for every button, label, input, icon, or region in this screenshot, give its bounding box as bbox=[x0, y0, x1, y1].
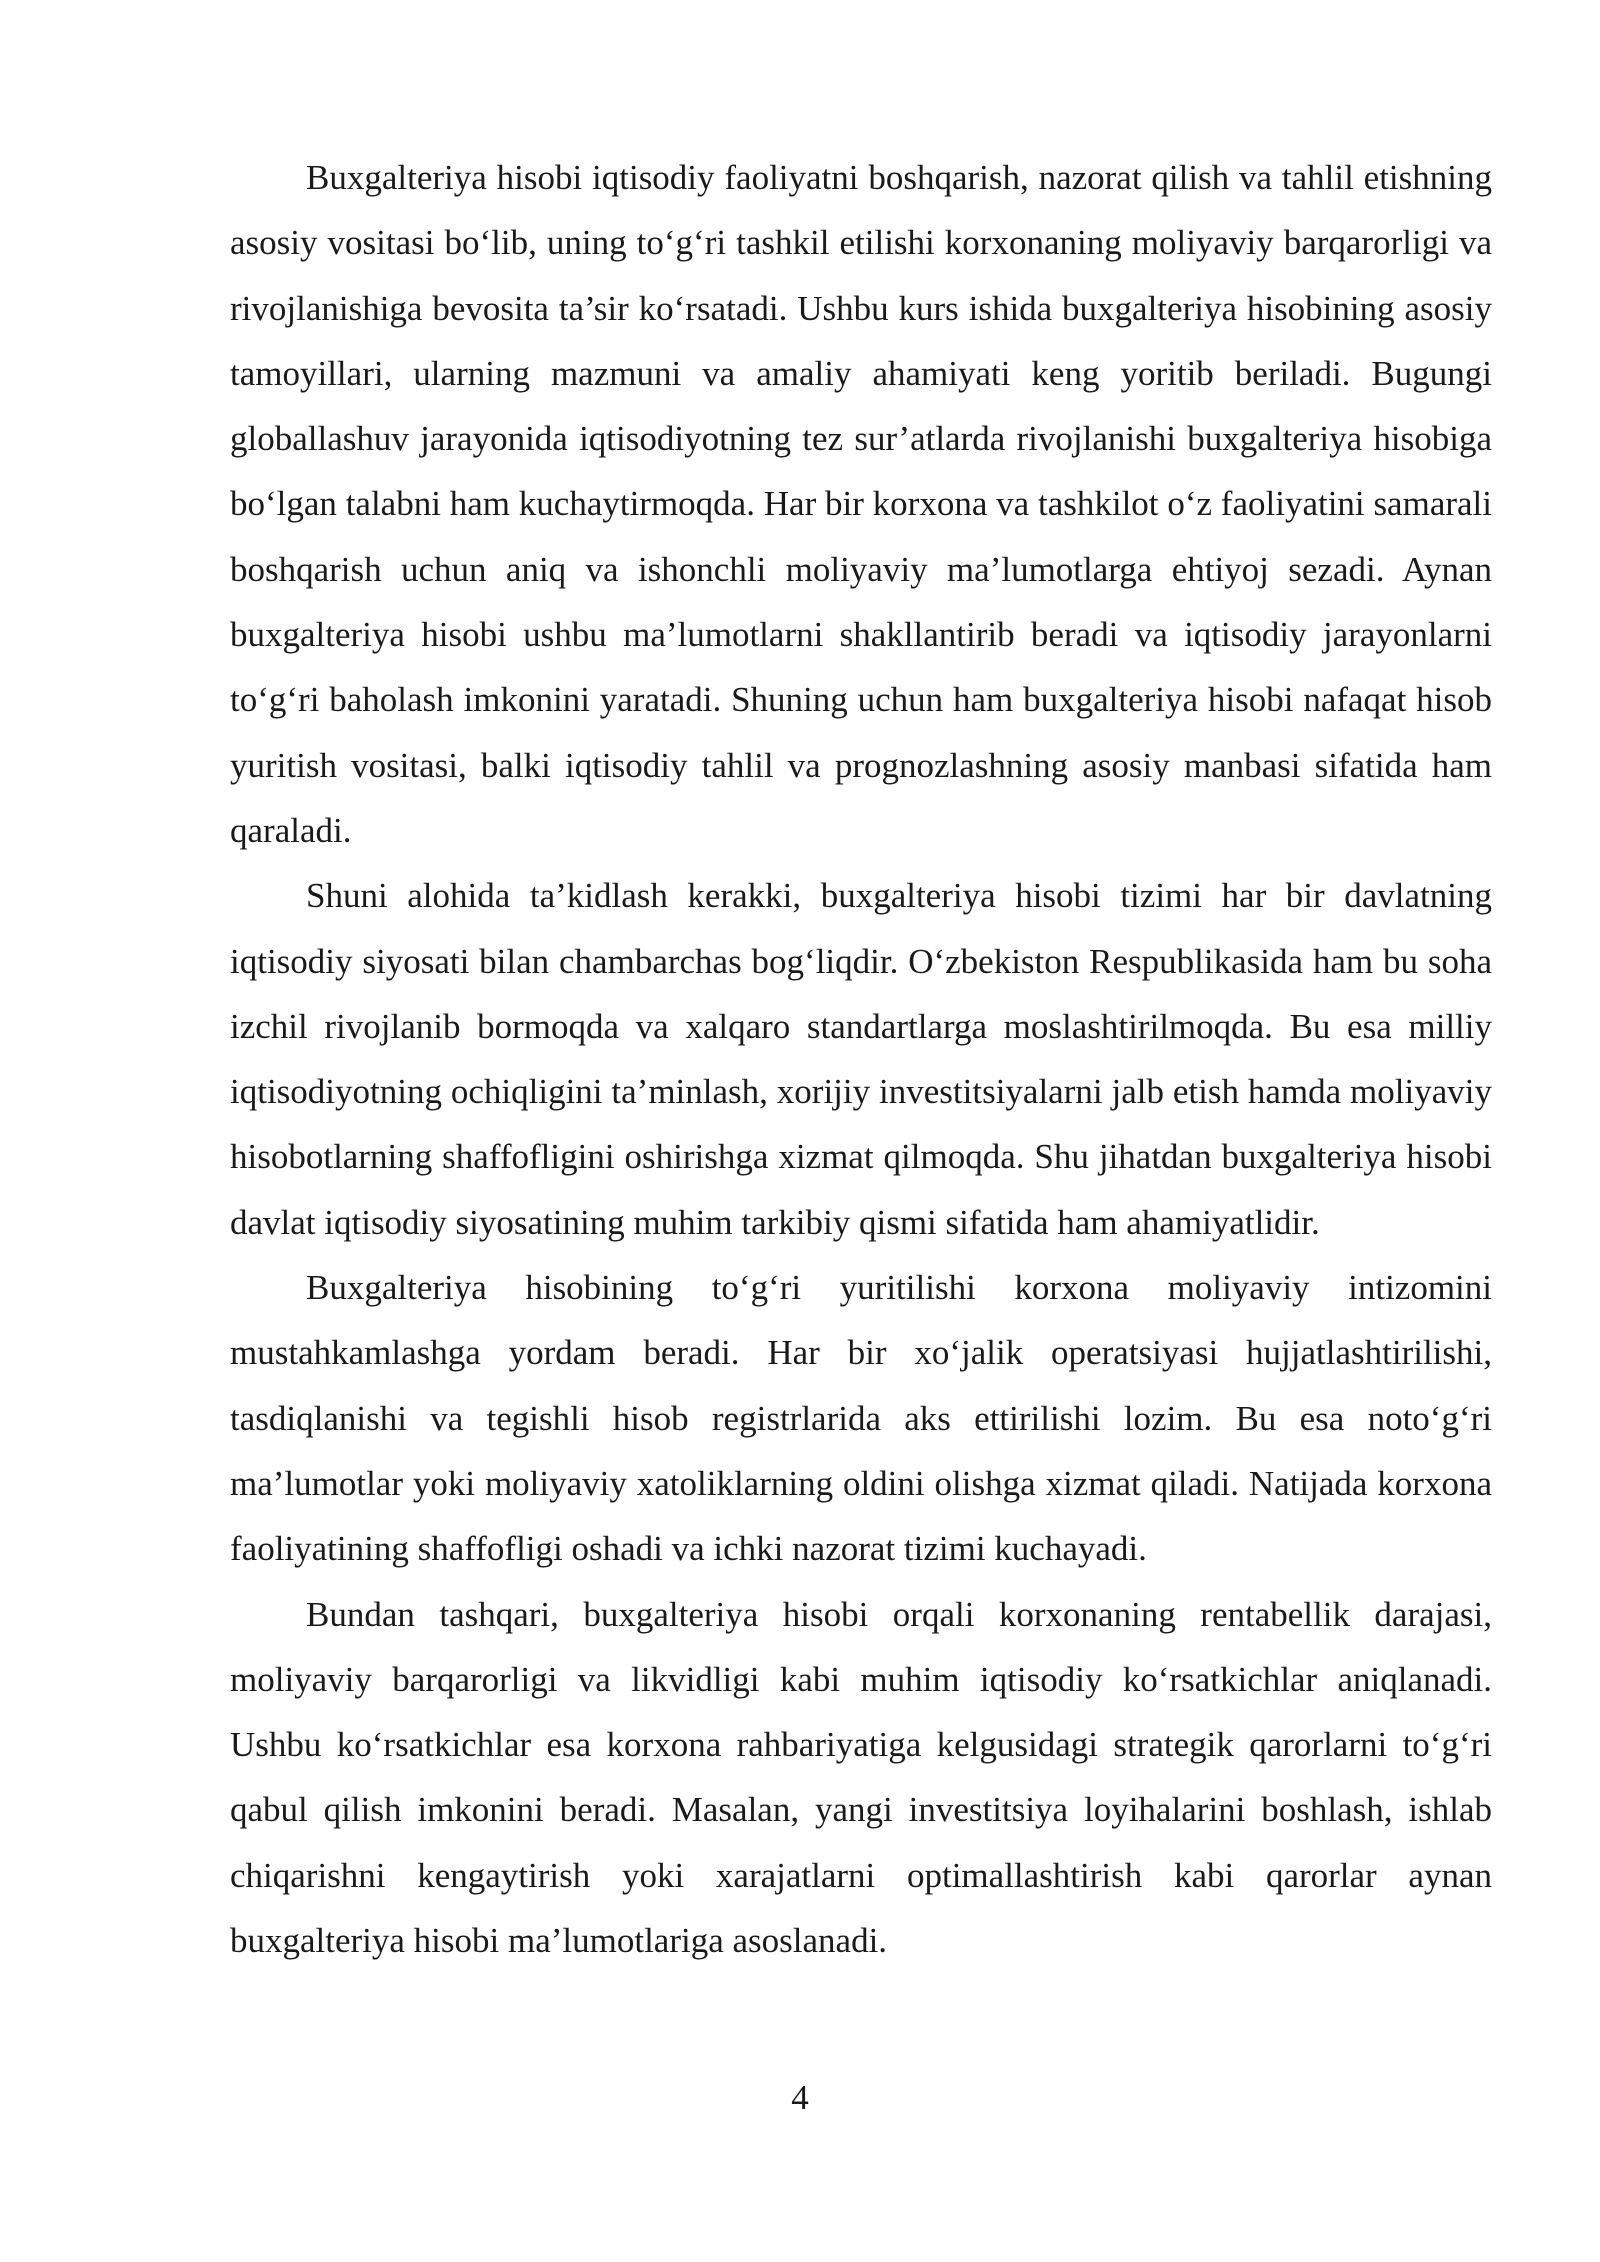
body-text bbox=[230, 145, 1492, 1973]
paragraph-1: Buxgalteriya hisobi iqtisodiy faoliyatni boshqarish, nazorat qilish va tahlil etishning asosiy vositasi bo‘lib, uning to‘g‘ri tashkil etilishi korxonaning moliyaviy barqarorligi va rivojlanishiga bevosita ta’sir ko‘rsatadi. Ushbu kurs ishida buxgalteriya hisobining asosiy tamoyillari, ularning mazmuni va amaliy ahamiyati keng yoritib beriladi. Bugungi globallashuv jarayonida iqtisodiyotning tez sur’atlarda rivojlanishi buxgalteriya hisobiga bo‘lgan talabni ham kuchaytirmoqda. Har bir korxona va tashkilot o‘z faoliyatini samarali boshqarish uchun aniq va ishonchli moliyaviy ma’lumotlarga ehtiyoj sezadi. Aynan buxgalteriya hisobi ushbu ma’lumotlarni shakllantirib beradi va iqtisodiy jarayonlarni to‘g‘ri baholash imkonini yaratadi. Shuning uchun ham buxgalteriya hisobi nafaqat hisob yuritish vositasi, balki iqtisodiy tahlil va prognozlashning asosiy manbasi sifatida ham qaraladi. bbox=[230, 158, 1492, 850]
paragraph-4: Bundan tashqari, buxgalteriya hisobi orqali korxonaning rentabellik darajasi, moliyaviy barqarorligi va likvidligi kabi muhim iqtisodiy ko‘rsatkichlar aniqlanadi. Ushbu ko‘rsatkichlar esa korxona rahbariyatiga kelgusidagi strategik qarorlarni to‘g‘ri qabul qilish imkonini beradi. Masalan, yangi investitsiya loyihalarini boshlash, ishlab chiqarishni kengaytirish yoki xarajatlarni optimallashtirish kabi qarorlar aynan buxgalteriya hisobi ma’lumotlariga asoslanadi. bbox=[230, 1594, 1492, 1961]
paragraph-3: Buxgalteriya hisobining to‘g‘ri yuritilishi korxona moliyaviy intizomini mustahkamlashga yordam beradi. Har bir xo‘jalik operatsiyasi hujjatlashtirilishi, tasdiqlanishi va tegishli hisob registrlarida aks ettirilishi lozim. Bu esa noto‘g‘ri ma’lumotlar yoki moliyaviy xatoliklarning oldini olishga xizmat qiladi. Natijada korxona faoliyatining shaffofligi oshadi va ichki nazorat tizimi kuchayadi. bbox=[230, 1268, 1492, 1569]
paragraph-2: Shuni alohida ta’kidlash kerakki, buxgalteriya hisobi tizimi har bir davlatning iqtisodiy siyosati bilan chambarchas bog‘liqdir. O‘zbekiston Respublikasida ham bu soha izchil rivojlanib bormoqda va xalqaro standartlarga moslashtirilmoqda. Bu esa milliy iqtisodiyotning ochiqligini ta’minlash, xorijiy investitsiyalarni jalb etish hamda moliyaviy hisobotlarning shaffofligini oshirishga xizmat qilmoqda. Shu jihatdan buxgalteriya hisobi davlat iqtisodiy siyosatining muhim tarkibiy qismi sifatida ham ahamiyatlidir. bbox=[230, 876, 1492, 1242]
page-number: 4 bbox=[791, 2078, 809, 2117]
